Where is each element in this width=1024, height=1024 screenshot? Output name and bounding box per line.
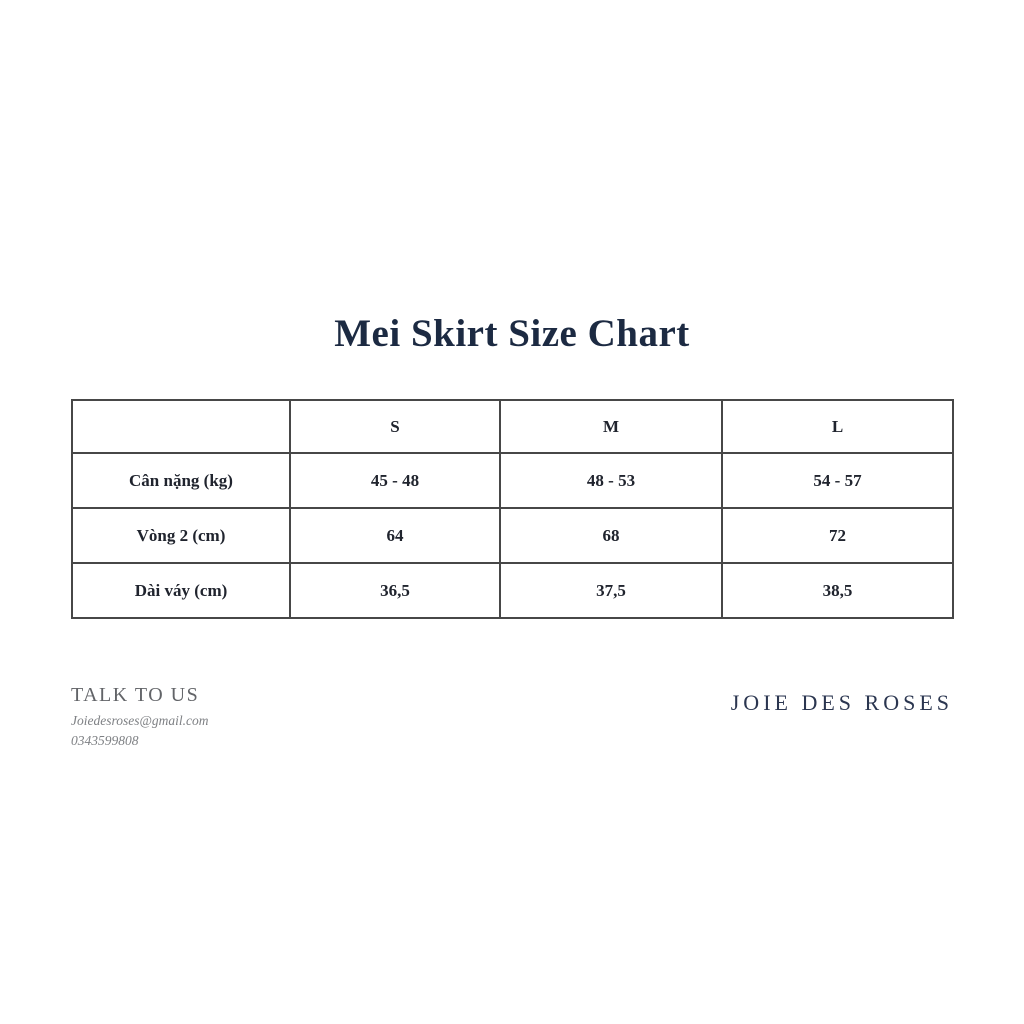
brand-name: JOIE DES ROSES — [730, 690, 953, 715]
page-title: Mei Skirt Size Chart — [334, 312, 690, 355]
header-cell-empty — [72, 400, 290, 453]
talk-to-us-heading: TALK TO US — [71, 684, 200, 706]
header-cell-l: L — [722, 400, 953, 453]
contact-phone: 0343599808 — [71, 732, 139, 748]
row-label-length: Dài váy (cm) — [72, 563, 290, 618]
cell-waist-m: 68 — [500, 508, 722, 563]
table-row-waist — [72, 508, 953, 563]
contact-email: Joiedesroses@gmail.com — [71, 713, 209, 728]
row-label-weight: Cân nặng (kg) — [72, 453, 290, 508]
cell-length-s: 36,5 — [290, 563, 500, 618]
contact-block — [71, 684, 209, 750]
cell-weight-s: 45 - 48 — [290, 453, 500, 508]
cell-length-m: 37,5 — [500, 563, 722, 618]
cell-waist-l: 72 — [722, 508, 953, 563]
table-row-weight — [72, 453, 953, 508]
cell-weight-l: 54 - 57 — [722, 453, 953, 508]
table-row-length — [72, 563, 953, 618]
cell-length-l: 38,5 — [722, 563, 953, 618]
cell-weight-m: 48 - 53 — [500, 453, 722, 508]
row-label-waist: Vòng 2 (cm) — [72, 508, 290, 563]
table-header-row — [72, 400, 953, 453]
header-cell-m: M — [500, 400, 722, 453]
size-chart-table — [71, 399, 954, 619]
cell-waist-s: 64 — [290, 508, 500, 563]
header-cell-s: S — [290, 400, 500, 453]
